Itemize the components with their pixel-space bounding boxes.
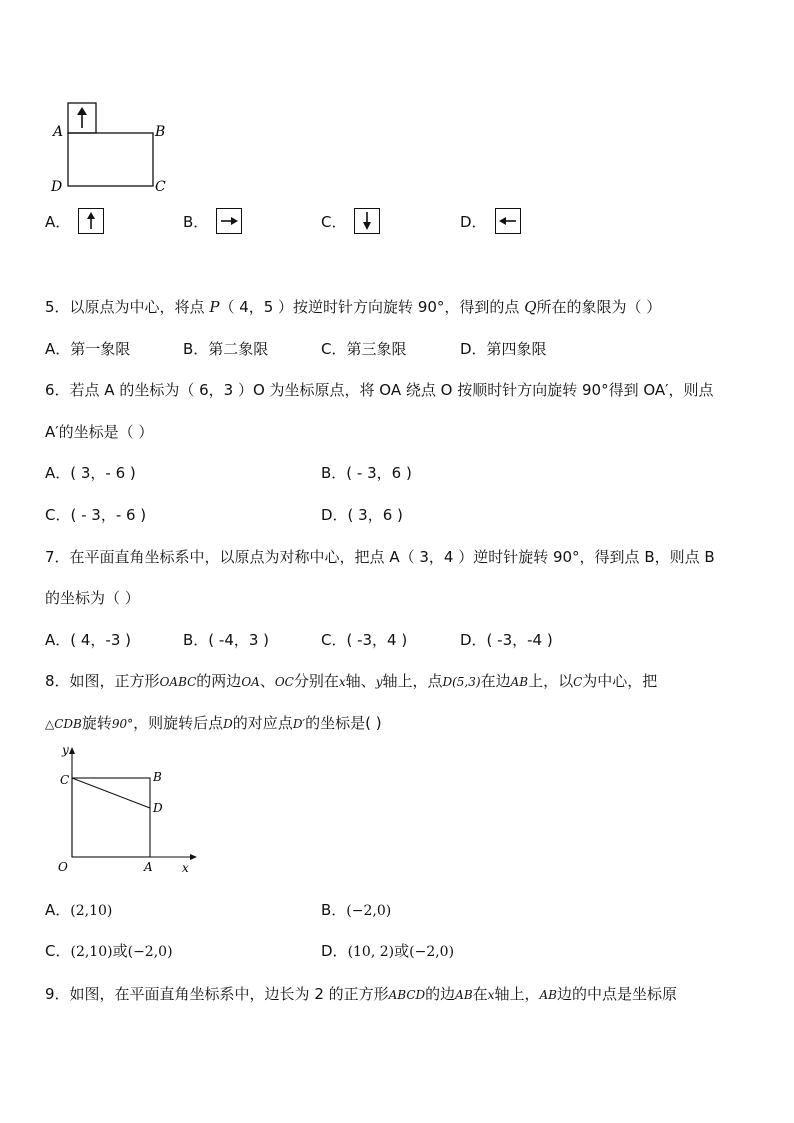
right-arrow-icon bbox=[216, 208, 242, 234]
label-d: D bbox=[51, 179, 63, 195]
down-arrow-icon bbox=[354, 208, 380, 234]
option-letter: C． bbox=[321, 212, 347, 231]
q7-option-a[interactable]: A．( 4，-3 ) bbox=[45, 631, 132, 649]
label-x: x bbox=[182, 861, 189, 875]
q5-option-b[interactable]: B．第二象限 bbox=[183, 340, 269, 358]
point-q: Q bbox=[524, 298, 537, 316]
option-letter: A． bbox=[45, 212, 71, 231]
label-c: C bbox=[155, 179, 166, 195]
label-c: C bbox=[60, 773, 70, 787]
q8-option-b[interactable]: B．(−2,0) bbox=[321, 901, 392, 919]
q5-option-c[interactable]: C．第三象限 bbox=[321, 340, 407, 358]
figure-rectangle-with-arrow bbox=[45, 98, 185, 198]
q5-option-d[interactable]: D．第四象限 bbox=[460, 340, 547, 358]
q4-option-c[interactable] bbox=[321, 208, 380, 234]
q6-stem-line1: 6．若点 A 的坐标为（ 6，3 ）O 为坐标原点，将 OA 绕点 O 按顺时针方向旋转 90°得到 OA′，则点 bbox=[45, 381, 714, 399]
q8-option-a[interactable]: A．(2,10) bbox=[45, 901, 113, 919]
q9-stem-line1: 9．如图，在平面直角坐标系中，边长为 2 的正方形ABCD的边AB在x轴上，AB边的中点是坐标原 bbox=[45, 985, 677, 1003]
q4-option-d[interactable] bbox=[460, 208, 521, 234]
label-y: y bbox=[62, 743, 69, 757]
q8-coordinate-figure bbox=[52, 742, 202, 878]
label-b: B bbox=[155, 124, 166, 140]
rectangle-abcd bbox=[68, 133, 153, 186]
q7-option-b[interactable]: B．( -4，3 ) bbox=[183, 631, 270, 649]
q6-option-d[interactable]: D．( 3，6 ) bbox=[321, 506, 403, 524]
segment-cd bbox=[72, 778, 150, 808]
q7-stem-line1: 7．在平面直角坐标系中，以原点为对称中心，把点 A（ 3，4 ）逆时针旋转 90°，得到点 B，则点 B bbox=[45, 548, 715, 566]
q5-option-a[interactable]: A．第一象限 bbox=[45, 340, 131, 358]
label-o: O bbox=[58, 860, 68, 874]
label-b: B bbox=[153, 770, 162, 784]
q7-option-d[interactable]: D．( -3，-4 ) bbox=[460, 631, 553, 649]
label-d: D bbox=[153, 801, 163, 815]
up-arrow-icon bbox=[78, 208, 104, 234]
q7-option-c[interactable]: C．( -3，4 ) bbox=[321, 631, 408, 649]
q6-option-c[interactable]: C．( - 3，- 6 ) bbox=[45, 506, 147, 524]
square-oabc bbox=[72, 778, 150, 857]
left-arrow-icon bbox=[495, 208, 521, 234]
label-a: A bbox=[144, 860, 153, 874]
q4-option-b[interactable] bbox=[183, 208, 242, 234]
option-letter: B． bbox=[183, 212, 209, 231]
q7-stem-line2: 的坐标为（ ） bbox=[45, 589, 140, 607]
q8-option-c[interactable]: C．(2,10)或(−2,0) bbox=[45, 942, 173, 960]
up-arrow-icon bbox=[77, 107, 87, 128]
option-letter: D． bbox=[460, 212, 487, 231]
q8-stem-line2: △CDB旋转90°，则旋转后点D的对应点D′的坐标是( ) bbox=[45, 714, 382, 732]
q6-option-a[interactable]: A．( 3，- 6 ) bbox=[45, 464, 136, 482]
q8-option-d[interactable]: D．(10, 2)或(−2,0) bbox=[321, 942, 455, 960]
q6-stem-line2: A′的坐标是（ ） bbox=[45, 423, 154, 441]
label-a: A bbox=[53, 124, 64, 140]
q5-stem: 5．以原点为中心，将点 P（ 4，5 ）按逆时针方向旋转 90°，得到的点 Q所在的象限为（ ） bbox=[45, 298, 662, 316]
point-p: P bbox=[209, 298, 220, 316]
q6-option-b[interactable]: B．( - 3，6 ) bbox=[321, 464, 412, 482]
q4-option-a[interactable] bbox=[45, 208, 104, 234]
q8-stem-line1: 8．如图，正方形OABC的两边OA、OC分别在x轴、y轴上，点D(5,3)在边AB上，以C为中心，把 bbox=[45, 672, 658, 690]
